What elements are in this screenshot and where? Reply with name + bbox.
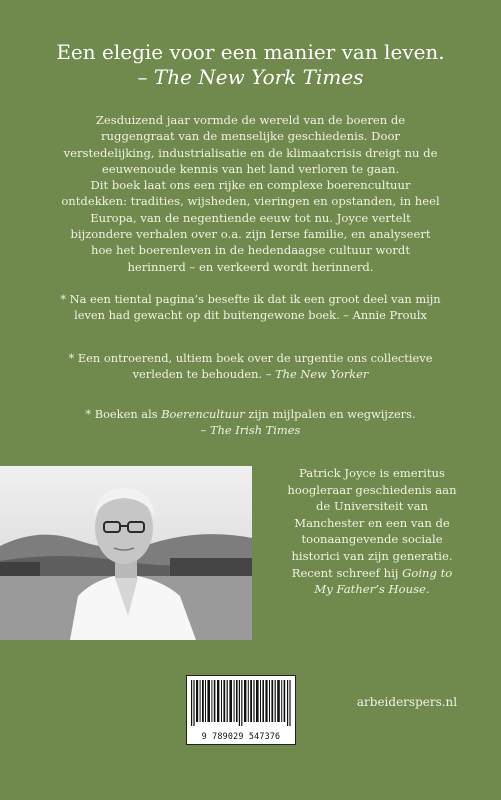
quote-line: leven had gewacht op dit buitengewone boek. – Annie Proulx	[74, 308, 427, 323]
description-line: Dit boek laat ons een rijke en complexe boerencultuur	[90, 178, 411, 193]
author-photo-illustration	[0, 466, 252, 640]
review-headline	[0, 40, 501, 90]
book-description	[24, 112, 477, 275]
description-line: verstedelijking, industrialisatie en de klimaatcrisis dreigt nu de	[63, 145, 438, 160]
review-quote-proulx	[24, 291, 477, 324]
quote-text: verleden te behouden.	[132, 367, 263, 382]
description-line: Zesduizend jaar vormde de wereld van de boeren de	[95, 113, 406, 127]
publisher-url: arbeiderspers.nl	[356, 695, 458, 709]
quote-text: * Boeken als	[85, 407, 158, 421]
bio-line: Patrick Joyce is emeritus	[299, 466, 445, 480]
quote-text: zijn mijlpalen en wegwijzers.	[248, 407, 416, 421]
bio-line: toonaangevende sociale	[301, 532, 443, 547]
bio-line: Manchester en een van de	[294, 515, 450, 530]
isbn-barcode	[186, 675, 296, 745]
description-line: hoe het boerenleven in de hedendaagse cultuur wordt	[90, 243, 410, 258]
bio-line: de Universiteit van	[315, 499, 429, 514]
headline-source: – The New York Times	[137, 65, 364, 89]
bio-line: hoogleraar geschiedenis aan	[287, 482, 457, 497]
book-title: Going to	[402, 565, 453, 580]
description-line: herinnerd – en verkeerd wordt herinnerd.	[127, 259, 374, 274]
review-quote-irish-times	[24, 406, 477, 439]
bio-line: historici van zijn generatie.	[291, 548, 453, 563]
author-photo	[0, 466, 252, 640]
author-bio	[266, 465, 478, 598]
quote-line: * Een ontroerend, ultiem boek over de urgentie ons collectieve	[68, 351, 433, 365]
quote-line: * Na een tiental pagina’s besefte ik dat ik een groot deel van mijn	[60, 292, 441, 306]
description-line: eeuwenoude kennis van het land verloren te gaan.	[101, 161, 400, 176]
bio-text: Recent schreef hij	[291, 565, 399, 580]
description-line: ruggengraat van de menselijke geschiedenis. Door	[101, 129, 400, 144]
quote-line	[24, 366, 477, 382]
description-line: ontdekken: tradities, wijsheden, vieringen en opstanden, in heel	[61, 194, 440, 209]
bio-line	[266, 565, 478, 582]
quote-line	[24, 406, 477, 422]
description-line: Europa, van de negentiende eeuw tot nu. Joyce vertelt	[90, 210, 411, 225]
quote-attribution: – The Irish Times	[200, 423, 301, 438]
quote-attribution: – The New Yorker	[265, 367, 369, 382]
book-title: Boerencultuur	[161, 407, 245, 421]
bio-line	[266, 581, 478, 598]
book-title: My Father’s House.	[314, 582, 430, 597]
review-quote-new-yorker	[24, 350, 477, 383]
description-line: bijzondere verhalen over o.a. zijn Ierse familie, en analyseert	[70, 227, 431, 242]
headline-quote: Een elegie voor een manier van leven.	[56, 40, 445, 64]
barcode-bars	[191, 680, 291, 726]
isbn-number: 9 789029 547376	[201, 731, 281, 741]
